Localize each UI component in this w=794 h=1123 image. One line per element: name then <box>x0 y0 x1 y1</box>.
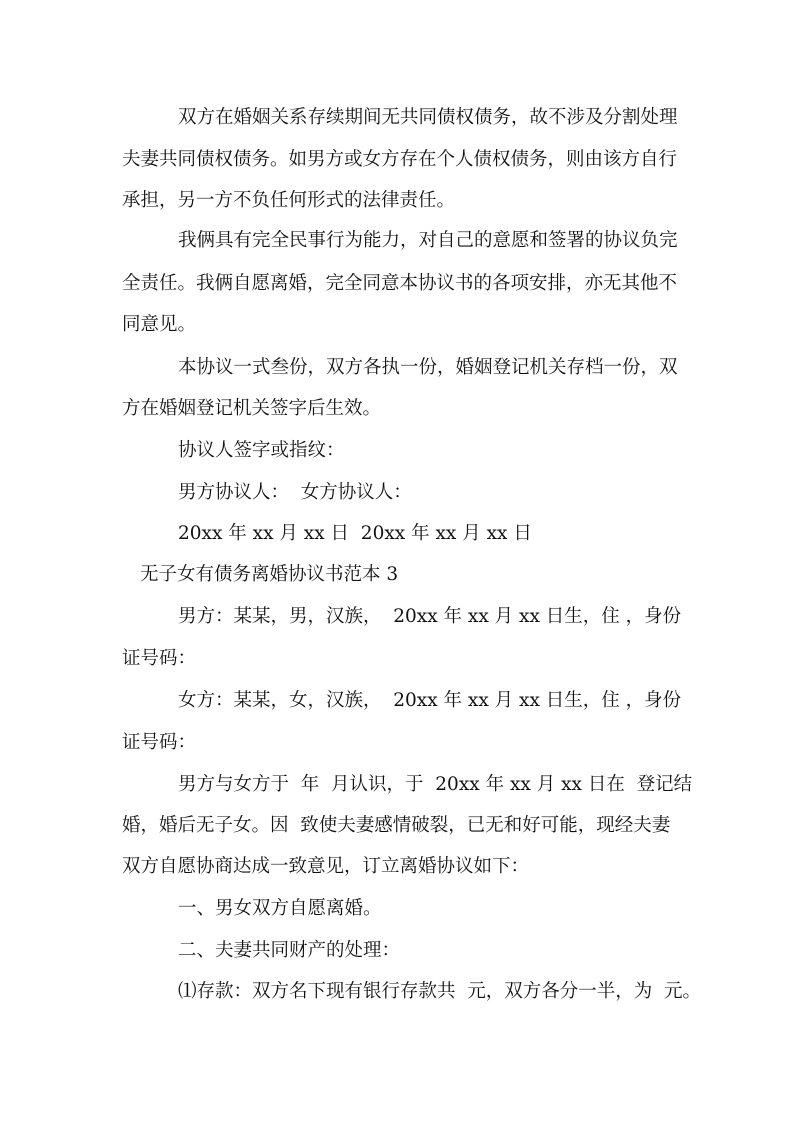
text-line: 方在婚姻登记机关签字后生效。 <box>122 398 382 419</box>
text-line: 本协议一式叁份，双方各执一份，婚姻登记机关存档一份，双 <box>178 357 678 378</box>
text-line: 证号码： <box>122 732 197 753</box>
text-line: 夫妻共同债权债务。如男方或女方存在个人债权债务，则由该方自行 <box>122 149 678 170</box>
text-line: 婚，婚后无子女。因 致使夫妻感情破裂，已无和好可能，现经夫妻 <box>122 815 671 836</box>
section-title: 无子女有债务离婚协议书范本 3 <box>140 564 399 585</box>
text-line: 女方：某某，女，汉族， 20xx 年 xx 月 xx 日生，住 ，身份 <box>178 690 682 711</box>
text-line: 双方自愿协商达成一致意见，订立离婚协议如下： <box>122 856 530 877</box>
text-line: 男方：某某，男，汉族， 20xx 年 xx 月 xx 日生，住 ，身份 <box>178 606 682 627</box>
text-line: 承担，另一方不负任何形式的法律责任。 <box>122 190 456 211</box>
signature-heading: 协议人签字或指纹： <box>178 440 345 461</box>
text-line: 我俩具有完全民事行为能力，对自己的意愿和签署的协议负完 <box>178 230 678 251</box>
text-line: 男方与女方于 年 月认识，于 20xx 年 xx 月 xx 日在 登记结 <box>178 774 693 795</box>
text-line: 全责任。我俩自愿离婚，完全同意本协议书的各项安排，亦无其他不 <box>122 273 678 294</box>
text-line: ⑴存款：双方名下现有银行存款共 元，双方各分一半，为 元。 <box>178 981 702 1002</box>
text-line: 双方在婚姻关系存续期间无共同债权债务，故不涉及分割处理 <box>178 107 678 128</box>
signatory-labels: 男方协议人： 女方协议人： <box>178 482 412 503</box>
text-line: 一、男女双方自愿离婚。 <box>178 898 382 919</box>
text-line: 二、夫妻共同财产的处理： <box>178 940 401 961</box>
text-line: 证号码： <box>122 648 197 669</box>
signature-dates: 20xx 年 xx 月 xx 日 20xx 年 xx 月 xx 日 <box>178 523 532 544</box>
text-line: 同意见。 <box>122 314 197 335</box>
